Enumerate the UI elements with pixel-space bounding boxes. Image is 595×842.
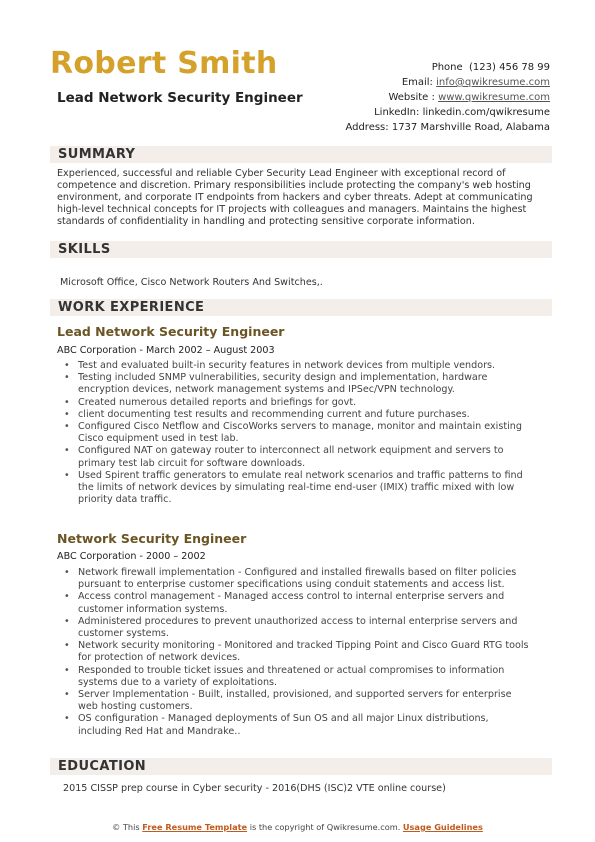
skills-text: Microsoft Office, Cisco Network Routers And Switches,. bbox=[60, 277, 323, 288]
job-bullet-line: priority data traffic. bbox=[78, 494, 172, 506]
job-bullet-line: • Responded to trouble ticket issues and threatened or actual compromises to information bbox=[78, 664, 505, 676]
job-title: Network Security Engineer bbox=[57, 531, 247, 546]
education-section-header: EDUCATION bbox=[50, 758, 552, 775]
job-bullet bbox=[64, 360, 534, 372]
job-bullet bbox=[64, 689, 534, 713]
job-bullet-line: • Administered procedures to prevent unauthorized access to internal enterprise servers and bbox=[78, 615, 518, 627]
contact-block bbox=[345, 60, 550, 135]
job-bullet bbox=[64, 421, 534, 445]
job-bullet bbox=[64, 640, 534, 664]
contact-email: Email: info@qwikresume.com bbox=[401, 77, 550, 88]
job-bullet-line: • Created numerous detailed reports and briefings for govt. bbox=[78, 396, 357, 408]
job-bullet-line: web hosting customers. bbox=[78, 701, 193, 713]
job-bullet-line: the limits of network devices by simulating real-time end-user (IMIX) traffic mixed with low bbox=[78, 482, 515, 494]
education-text: 2015 CISSP prep course in Cyber security - 2016(DHS (ISC)2 VTE online course) bbox=[63, 783, 446, 794]
contact-address: Address: 1737 Marshville Road, Alabama bbox=[345, 122, 550, 133]
job-bullet bbox=[64, 665, 534, 689]
job-bullet-line: pursuant to enterprise customer specifications using conduit statements and access list. bbox=[78, 579, 505, 591]
job-bullet bbox=[64, 409, 534, 421]
usage-guidelines-link[interactable]: Usage Guidelines bbox=[402, 822, 483, 832]
contact-linkedin: LinkedIn: linkedin.com/qwikresume bbox=[374, 107, 550, 118]
job-bullet-line: • Access control management - Managed access control to internal enterprise servers and bbox=[78, 591, 505, 603]
job-bullet-line: for protection of network devices. bbox=[78, 652, 241, 664]
candidate-name: Robert Smith bbox=[50, 46, 278, 81]
job-bullet-line: including Red Hat and Mandrake.. bbox=[78, 725, 241, 737]
job-bullet bbox=[64, 470, 534, 507]
job-bullet-line: • Testing included SNMP vulnerabilities, security design and implementation, hardware bbox=[78, 372, 488, 384]
footer: © This Free Resume Template is the copyright of Qwikresume.com. Usage Guidelines bbox=[112, 822, 483, 832]
skills-section-header: SKILLS bbox=[50, 241, 552, 258]
summary-text: Experienced, successful and reliable Cyber Security Lead Engineer with exceptional record of competence and discretion. Primary responsibilities include protecting the company's web hosting environment, and corporate IT endpoints from hackers and cyber threats. Adept at communicating high-level technical concepts for IT projects with colleagues and managers. Maintains the highest standards of confidentiality in handling and protecting sensitive corporate information. bbox=[57, 168, 533, 227]
job-bullet-line: Cisco equipment used in test lab. bbox=[78, 433, 239, 445]
job-bullet bbox=[64, 616, 534, 640]
job-bullet-line: • Test and evaluated built-in security features in network devices from multiple vendors. bbox=[78, 360, 496, 371]
contact-phone: Phone (123) 456 78 99 bbox=[431, 62, 550, 73]
summary-section-header: SUMMARY bbox=[50, 146, 552, 163]
job-bullet-line: • client documenting test results and recommending current and future purchases. bbox=[78, 408, 470, 420]
job-bullet-line: systems due to a variety of exploitations. bbox=[78, 676, 278, 688]
job-bullet-line: • Network firewall implementation - Configured and installed firewalls based on filter policies bbox=[78, 567, 517, 578]
job-bullet-line: • Configured NAT on gateway router to interconnect all network equipment and servers to bbox=[78, 445, 504, 457]
job-bullet-list bbox=[64, 360, 534, 506]
job-bullet bbox=[64, 713, 534, 737]
website-link[interactable]: www.qwikresume.com bbox=[438, 92, 550, 103]
job-bullet bbox=[64, 397, 534, 409]
job-bullet-line: customer information systems. bbox=[78, 603, 228, 615]
job-bullet-line: encryption devices, network management systems and IPSec/VPN technology. bbox=[78, 384, 455, 396]
job-bullet bbox=[64, 567, 534, 591]
contact-website: Website : www.qwikresume.com bbox=[388, 92, 550, 103]
job-bullet-line: • OS configuration - Managed deployments of Sun OS and all major Linux distributions, bbox=[78, 713, 489, 725]
job-title: Lead Network Security Engineer bbox=[57, 324, 285, 339]
job-company-dates: ABC Corporation - 2000 – 2002 bbox=[57, 551, 206, 562]
job-company-dates: ABC Corporation - March 2002 – August 2003 bbox=[57, 345, 275, 356]
job-bullet-line: • Configured Cisco Netflow and CiscoWorks servers to manage, monitor and maintain existing bbox=[78, 421, 522, 433]
job-bullet-list bbox=[64, 567, 534, 738]
job-bullet-line: • Network security monitoring - Monitored and tracked Tipping Point and Cisco Guard RTG tools bbox=[78, 640, 529, 652]
job-bullet-line: primary test lab circuit for software downloads. bbox=[78, 457, 306, 469]
job-bullet bbox=[64, 591, 534, 615]
job-bullet-line: customer systems. bbox=[78, 628, 169, 640]
experience-section-header: WORK EXPERIENCE bbox=[50, 299, 552, 316]
free-resume-template-link[interactable]: Free Resume Template bbox=[142, 822, 248, 832]
job-bullet-line: • Server Implementation - Built, installed, provisioned, and supported servers for enterprise bbox=[78, 689, 512, 701]
job-bullet bbox=[64, 445, 534, 469]
candidate-job-title: Lead Network Security Engineer bbox=[57, 90, 303, 106]
job-bullet-line: • Used Spirent traffic generators to emulate real network scenarios and traffic patterns to find bbox=[78, 469, 523, 481]
email-link[interactable]: info@qwikresume.com bbox=[436, 77, 550, 88]
job-bullet bbox=[64, 372, 534, 396]
